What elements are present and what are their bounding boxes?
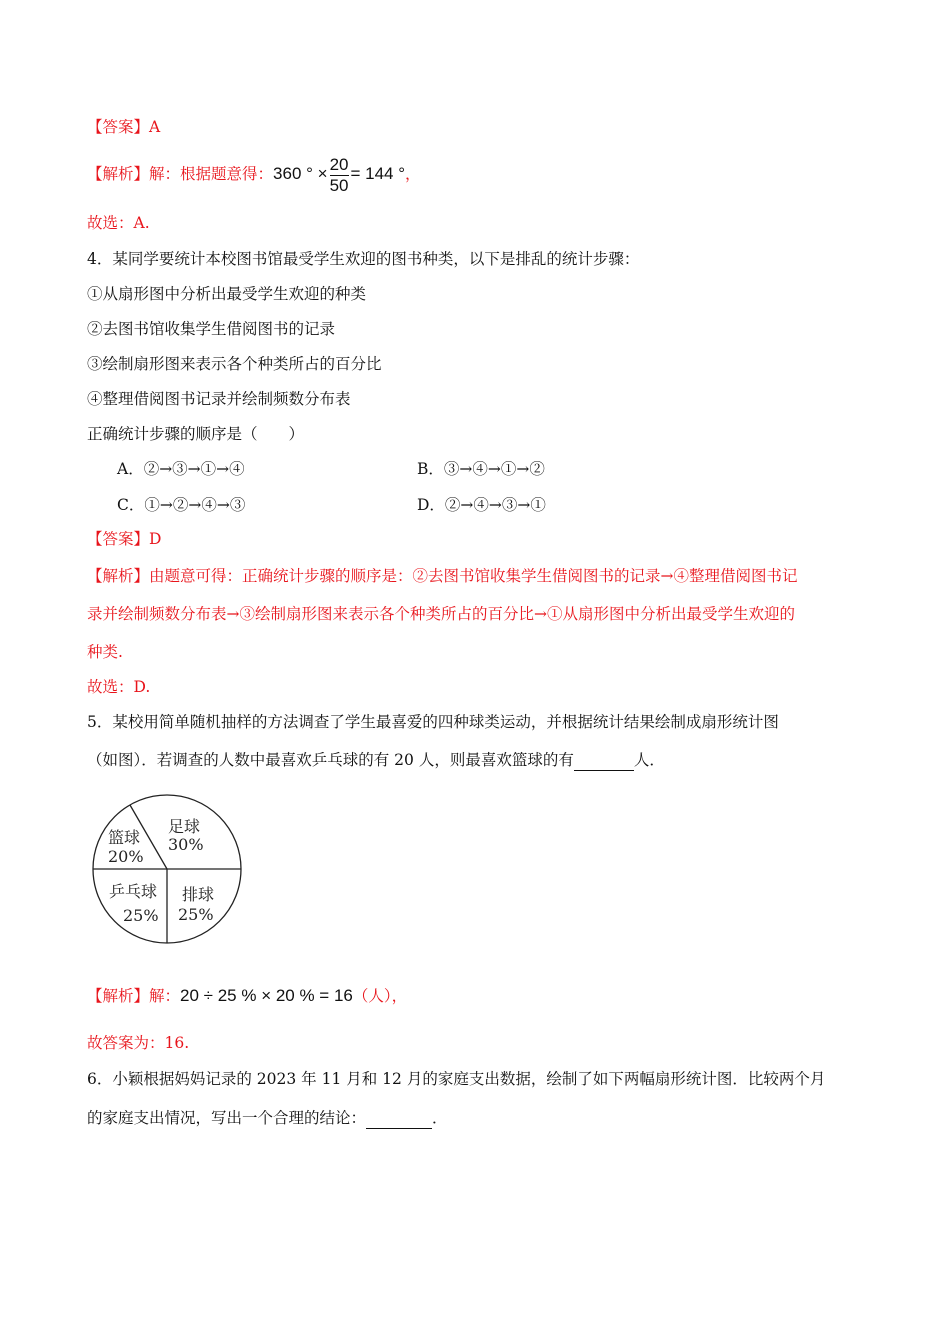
q4-step: ④整理借阅图书记录并绘制频数分布表	[87, 390, 351, 408]
slice-value-basketball: 20%	[108, 847, 144, 866]
q4-analysis	[87, 566, 798, 586]
q4-conclusion: 故选：D.	[87, 678, 151, 696]
q4-option-b: B．③→④→①→②	[417, 460, 545, 478]
q5-analysis	[87, 986, 407, 1006]
slice-value-football: 30%	[168, 835, 204, 854]
answer-label: 【答案】	[87, 118, 150, 136]
fraction	[330, 155, 349, 196]
analysis-label: 【解析】	[87, 567, 150, 585]
q6-stem-text: 的家庭支出情况，写出一个合理的结论：	[87, 1109, 367, 1127]
numerator: 20	[329, 154, 349, 174]
q5-stem	[87, 750, 665, 771]
slice-label-volleyball: 排球	[182, 885, 215, 904]
q6-stem-end: ．	[432, 1109, 448, 1127]
q5-conclusion: 故答案为：16.	[87, 1034, 190, 1052]
formula: 20 ÷ 25 % × 20 % = 16	[180, 986, 353, 1005]
slice-label-football: 足球	[168, 817, 201, 836]
q4-option-a: A．②→③→①→④	[117, 460, 245, 478]
slice-value-volleyball: 25%	[178, 905, 214, 924]
q4-step: ②去图书馆收集学生借阅图书的记录	[87, 320, 336, 338]
q4-stem: 4．某同学要统计本校图书馆最受学生欢迎的图书种类，以下是排乱的统计步骤：	[87, 250, 640, 268]
slice-label-basketball: 篮球	[108, 828, 141, 847]
q5-stem-text: （如图）．若调查的人数中最喜欢乒乓球的有 20 人，则最喜欢篮球的有	[87, 751, 574, 769]
formula-unit: （人），	[352, 987, 408, 1005]
analysis-label: 【解析】	[87, 165, 150, 183]
punct: ，	[405, 165, 421, 183]
q4-step: ③绘制扇形图来表示各个种类所占的百分比	[87, 355, 382, 373]
q6-stem: 6．小颖根据妈妈记录的 2023 年 11 月和 12 月的家庭支出数据，绘制了如下两幅扇形统计图．比较两个月	[87, 1070, 826, 1088]
answer-label: 【答案】	[87, 530, 150, 548]
q5-stem-end: 人．	[633, 751, 665, 769]
answer-value: D	[149, 530, 162, 548]
formula: 360 ° ×	[273, 164, 328, 183]
q6-stem	[87, 1108, 448, 1129]
analysis-label: 【解析】	[87, 987, 150, 1005]
q4-option-d: D．②→④→③→①	[417, 496, 546, 514]
q5-stem: 5．某校用简单随机抽样的方法调查了学生最喜爱的四种球类运动，并根据统计结果绘制成扇形统计图	[87, 713, 779, 731]
q3-analysis	[87, 152, 421, 196]
analysis-text: 录并绘制频数分布表→③绘制扇形图来表示各个种类所占的百分比→①从扇形图中分析出最受学生欢迎的	[87, 605, 795, 623]
q4-option-c: C．①→②→④→③	[117, 496, 246, 514]
analysis-text: 由题意可得：正确统计步骤的顺序是：②去图书馆收集学生借阅图书的记录→④整理借阅图书记	[149, 567, 798, 585]
analysis-text: 解：根据题意得：	[149, 165, 274, 183]
answer-blank	[366, 1108, 432, 1129]
q3-answer	[87, 117, 160, 137]
q4-answer	[87, 529, 161, 549]
answer-blank	[574, 750, 634, 771]
analysis-text: 种类.	[87, 643, 123, 661]
q3-conclusion: 故选：A.	[87, 214, 150, 232]
q4-step: ①从扇形图中分析出最受学生欢迎的种类	[87, 285, 367, 303]
slice-label-pingpong: 乒乓球	[109, 882, 158, 901]
analysis-text: 解：	[149, 987, 181, 1005]
pie-chart	[85, 790, 255, 950]
answer-value: A	[149, 118, 161, 136]
denominator: 50	[329, 175, 349, 195]
q4-question: 正确统计步骤的顺序是（ ）	[87, 425, 305, 443]
slice-value-pingpong: 25%	[123, 906, 159, 925]
formula: = 144 °	[350, 164, 406, 183]
